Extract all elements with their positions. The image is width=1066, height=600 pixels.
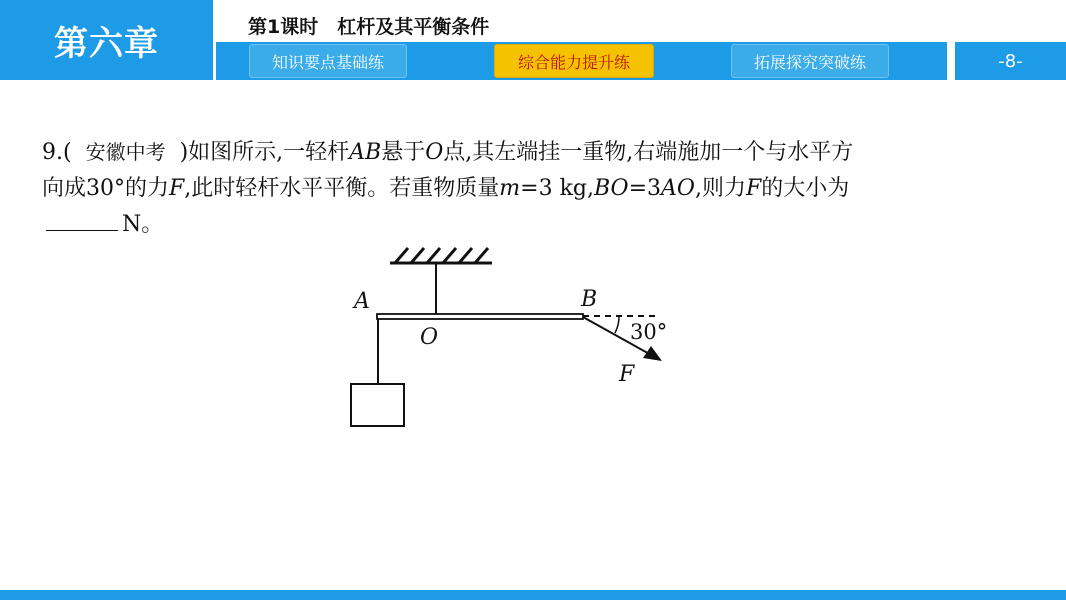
var-m: m	[499, 176, 521, 201]
lever-bar	[377, 314, 583, 319]
var-ab: AB	[349, 140, 382, 165]
arrowhead	[643, 346, 662, 361]
label-angle: 30°	[630, 320, 668, 344]
weight-block	[351, 384, 404, 426]
text-segment: =3 kg,	[520, 176, 594, 201]
text-segment: =3	[628, 176, 662, 201]
question-line-1	[42, 134, 1032, 171]
answer-blank[interactable]	[46, 208, 118, 231]
angle-arc	[615, 316, 619, 333]
tab-basic-practice[interactable]: 知识要点基础练	[249, 44, 407, 78]
text-segment: ,此时轻杆水平平衡。若重物质量	[184, 176, 500, 201]
question-source: 安徽中考	[85, 140, 166, 164]
label-a: A	[354, 289, 370, 314]
text-segment: ,则力	[694, 176, 746, 201]
ceiling-support	[390, 248, 492, 263]
var-f: F	[745, 176, 762, 201]
bottom-bar	[0, 590, 1066, 600]
text-segment: 点,其左端挂一重物,右端施加一个与水平方	[443, 140, 854, 165]
tab-extension-practice[interactable]: 拓展探究突破练	[731, 44, 889, 78]
question-text	[42, 134, 1032, 243]
text-segment: 的大小为	[761, 176, 850, 201]
var-o: O	[425, 140, 444, 165]
page-number: -8-	[955, 42, 1066, 80]
question-line-3	[42, 207, 1032, 243]
question-line-2	[42, 171, 1032, 207]
text-segment: )如图所示,一轻杆	[179, 140, 350, 165]
text-segment: 悬于	[381, 140, 426, 165]
var-ao: AO	[661, 176, 695, 201]
label-b: B	[581, 287, 598, 312]
unit-text: N。	[122, 212, 164, 237]
text-segment: 向成30°的力	[42, 176, 169, 201]
chapter-title: 第六章	[0, 0, 213, 80]
lever-diagram	[340, 240, 700, 440]
label-f: F	[619, 362, 635, 387]
tab-comprehensive-practice[interactable]: 综合能力提升练	[494, 44, 654, 78]
var-f: F	[169, 176, 185, 201]
question-number: 9.(	[42, 140, 72, 165]
lesson-title: 第1课时 杠杆及其平衡条件	[248, 16, 490, 38]
var-bo: BO	[593, 176, 629, 201]
label-o: O	[420, 325, 439, 350]
